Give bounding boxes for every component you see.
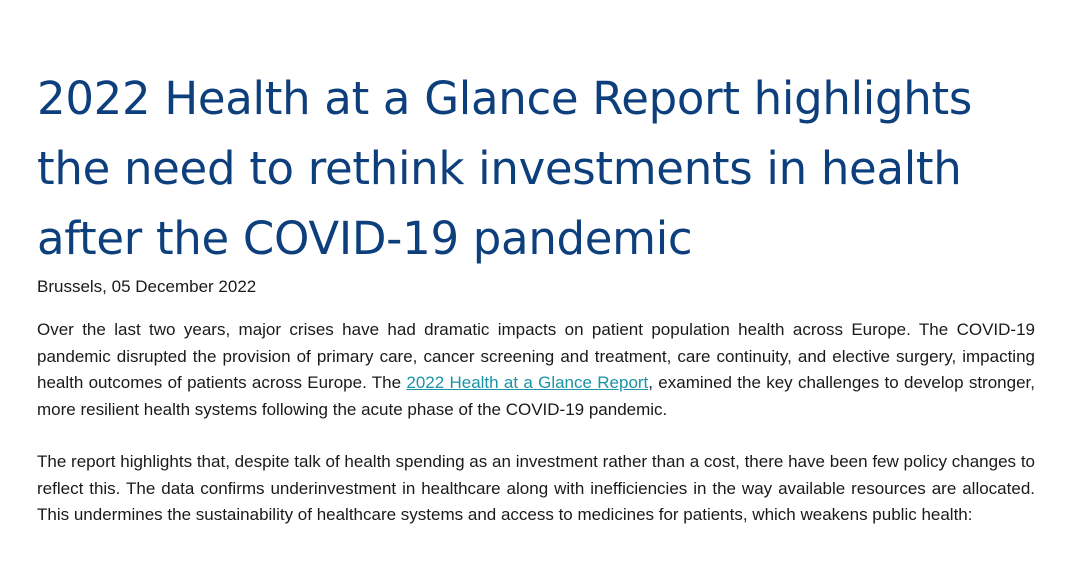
paragraph-intro: [37, 317, 1035, 423]
paragraph-intro-text-before: Over the last two years, major crises have had dramatic impacts on patient population health across Europe. The COVID-19 pandemic disrupted the provision of primary care, cancer screening and treatment, care continuity, and elective surgery, impacting health outcomes of patients across Europe. The: [37, 320, 1035, 392]
paragraph-highlights: The report highlights that, despite talk of health spending as an investment rather than a cost, there have been few policy changes to reflect this. The data confirms underinvestment in healthcare along with inefficiencies in the way available resources are allocated. This undermines the sustainability of healthcare systems and access to medicines for patients, which weakens public health:: [37, 452, 1035, 524]
dateline: Brussels, 05 December 2022: [37, 277, 257, 296]
report-link[interactable]: 2022 Health at a Glance Report: [406, 373, 649, 392]
article-title: [37, 64, 1037, 274]
title-line-3: after the COVID-19 pandemic: [37, 212, 693, 265]
title-line-2: the need to rethink investments in health: [37, 142, 962, 195]
title-line-1: 2022 Health at a Glance Report highlights: [37, 72, 972, 125]
document-page: [37, 64, 1037, 529]
paragraph-intro-text-after: , examined the key challenges to develop stronger, more resilient health systems following the acute phase of the COVID-19 pandemic.: [37, 373, 1035, 419]
